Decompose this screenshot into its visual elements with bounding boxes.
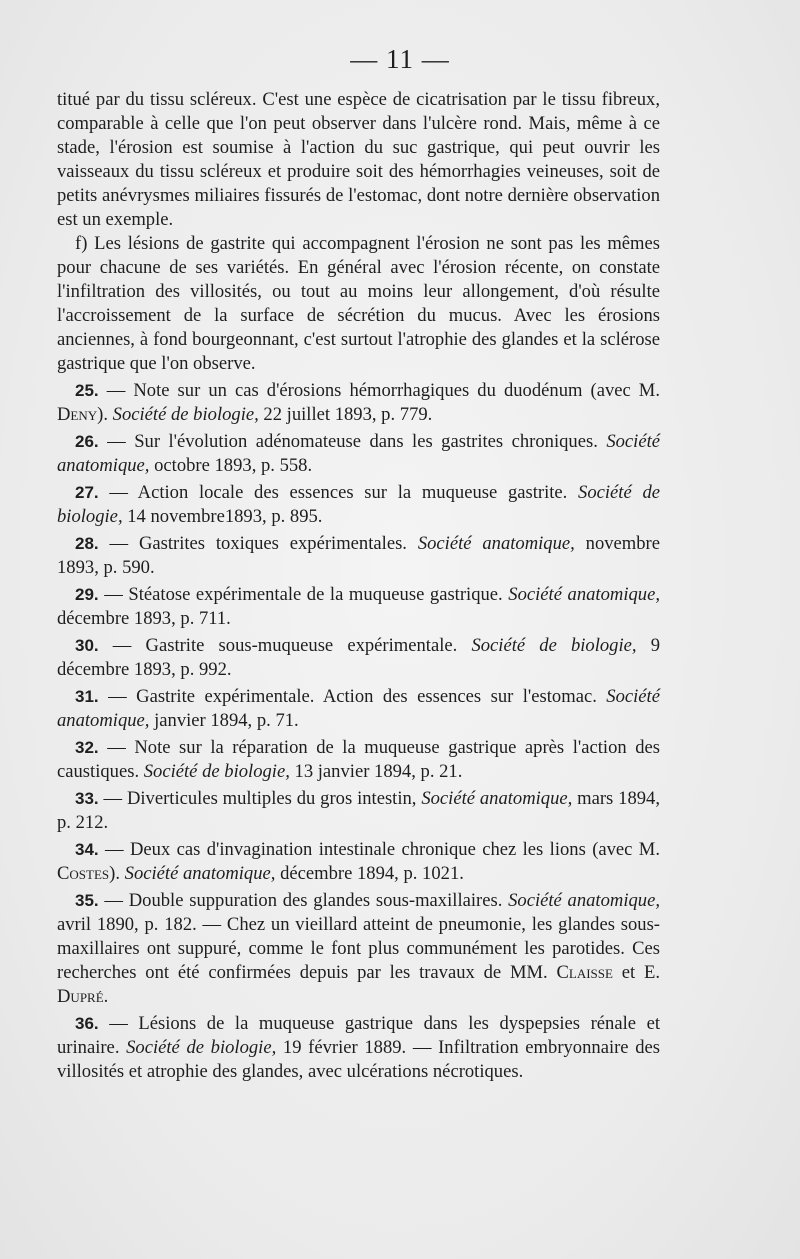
entry-number: 28. — [75, 534, 99, 553]
entry-number: 27. — [75, 483, 99, 502]
entry-number: 32. — [75, 738, 99, 757]
entry-number: 25. — [75, 381, 99, 400]
journal-name: Société anatomique, — [508, 584, 660, 605]
bibliography-entry-29: 29. — Stéatose expérimentale de la muqueuse gastrique. Société anatomique, décembre 1893, p. 711. — [57, 584, 660, 629]
bibliography-entry-36: 36. — Lésions de la muqueuse gastrique dans les dyspepsies rénale et urinaire. Société de biologie, 19 février 1889. — Infiltration embryonnaire des villosités et atrophie des glandes, avec ulcérations nécrotiques. — [57, 1013, 660, 1082]
bibliography-entry-30: 30. — Gastrite sous-muqueuse expérimentale. Société de biologie, 9 décembre 1893, p. 992. — [57, 635, 660, 680]
entry-number: 29. — [75, 585, 99, 604]
journal-name: Société anatomique, — [57, 686, 660, 731]
bibliography-entry-34: 34. — Deux cas d'invagination intestinale chronique chez les lions (avec M. Costes). Société anatomique, décembre 1894, p. 1021. — [57, 839, 660, 884]
journal-name: Société de biologie, — [143, 761, 290, 782]
author-name: Dupré — [57, 986, 104, 1007]
journal-name: Société de biologie, — [471, 635, 637, 656]
entry-number: 35. — [75, 891, 99, 910]
author-name: Costes — [57, 863, 110, 884]
bibliography-entry-32: 32. — Note sur la réparation de la muqueuse gastrique après l'action des caustiques. Société de biologie, 13 janvier 1894, p. 21. — [57, 737, 661, 782]
journal-name: Société anatomique, — [57, 431, 660, 476]
bibliography-entry-33: 33. — Diverticules multiples du gros intestin, Société anatomique, mars 1894, p. 212. — [57, 788, 660, 833]
author-name: Claisse — [556, 962, 613, 983]
bibliography-entry-27: 27. — Action locale des essences sur la muqueuse gastrite. Société de biologie, 14 novembre1893, p. 895. — [57, 482, 660, 527]
intro-paragraph-f: f) Les lésions de gastrite qui accompagnent l'érosion ne sont pas les mêmes pour chacune de ses variétés. En général avec l'érosion récente, on constate l'infiltration des villosités, ou tout au moins leur allongement, d'où résulte l'accroissement de la surface de sécrétion du mucus. Avec les érosions anciennes, à fond bourgeonnant, c'est surtout l'atrophie des glandes et la sclérose gastrique que l'on observe. — [57, 233, 660, 374]
page-number: — 11 — — [350, 44, 450, 74]
entry-number: 34. — [75, 840, 99, 859]
page-content — [57, 88, 660, 1084]
journal-name: Société anatomique, — [508, 890, 660, 911]
journal-name: Société de biologie, — [126, 1037, 277, 1058]
bibliography-entry-31: 31. — Gastrite expérimentale. Action des essences sur l'estomac. Société anatomique, janvier 1894, p. 71. — [57, 686, 660, 731]
journal-name: Société de biologie, — [57, 482, 660, 527]
entry-number: 30. — [75, 636, 99, 655]
journal-name: Société de biologie, — [112, 404, 259, 425]
bibliography-entry-25: 25. — Note sur un cas d'érosions hémorrhagiques du duodénum (avec M. Deny). Société de biologie, 22 juillet 1893, p. 779. — [57, 380, 660, 425]
journal-name: Société anatomique, — [421, 788, 573, 809]
bibliography-entry-28: 28. — Gastrites toxiques expérimentales. Société anatomique, novembre 1893, p. 590. — [57, 533, 660, 578]
entry-number: 36. — [75, 1014, 99, 1033]
bibliography-entry-26: 26. — Sur l'évolution adénomateuse dans les gastrites chroniques. Société anatomique, octobre 1893, p. 558. — [57, 431, 660, 476]
entry-number: 26. — [75, 432, 99, 451]
journal-name: Société anatomique, — [124, 863, 276, 884]
intro-paragraph: titué par du tissu scléreux. C'est une espèce de cicatrisation par le tissu fibreux, comparable à celle que l'on peut observer dans l'ulcère rond. Mais, même à ce stade, l'érosion est soumise à l'action du suc gastrique, qui peut ouvrir les vaisseaux du tissu scléreux et produire soit des hémorrhagies veineuses, soit de petits anévrysmes miliaires fissurés de l'estomac, dont notre dernière observation est un exemple. — [57, 89, 660, 230]
entry-number: 31. — [75, 687, 99, 706]
entry-number: 33. — [75, 789, 99, 808]
journal-name: Société anatomique, — [417, 533, 575, 554]
bibliography-entry-35: 35. — Double suppuration des glandes sous-maxillaires. Société anatomique, avril 1890, p. 182. — Chez un vieillard atteint de pneumonie, les glandes sous-maxillaires ont suppuré, comme le font plus communément les parotides. Ces recherches ont été confirmées depuis par les travaux de MM. Claisse et E. Dupré. — [57, 890, 660, 1007]
author-name: Deny — [57, 404, 98, 425]
